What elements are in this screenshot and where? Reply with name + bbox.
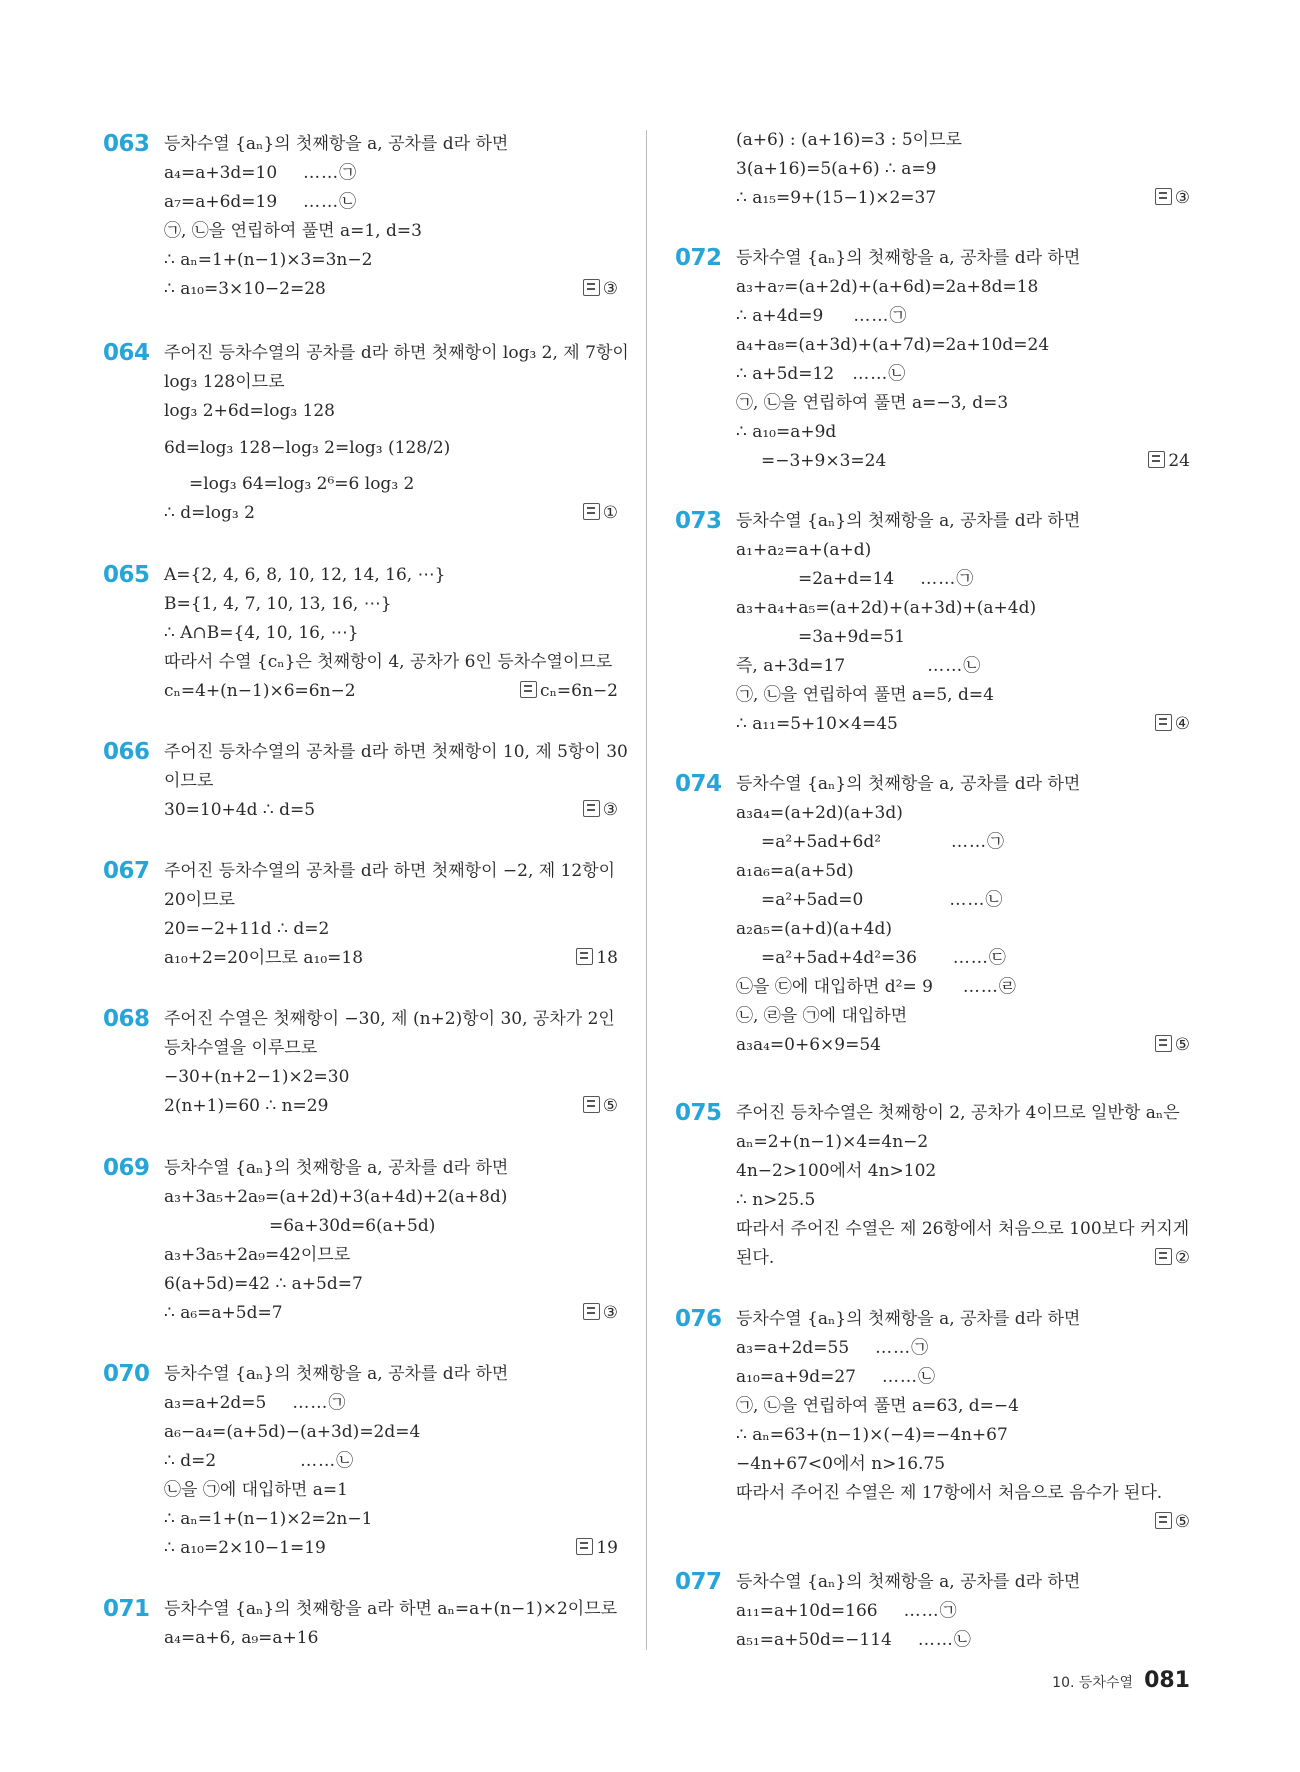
solution-line <box>164 1241 618 1270</box>
solution-line <box>736 973 1190 1002</box>
equation-marker: ……㉡ <box>852 364 907 384</box>
solution-line <box>164 1360 618 1389</box>
answer-value: 18 <box>596 948 618 968</box>
problem-number: 071 <box>103 1596 150 1622</box>
equation-marker: ……㉡ <box>300 1451 355 1471</box>
solution-line <box>736 507 1190 536</box>
equation-text: a₄=a+3d=10 <box>164 163 278 183</box>
solution-line <box>164 188 618 217</box>
equation-text: ∴ aₙ=1+(n−1)×2=2n−1 <box>164 1509 373 1529</box>
solution-line <box>164 426 618 470</box>
equation-text: ㉠, ㉡을 연립하여 풀면 a=63, d=−4 <box>736 1396 1019 1416</box>
equation-text: =log₃ 64=log₃ 2⁶=6 log₃ 2 <box>189 474 415 494</box>
solution-body <box>736 1305 1190 1537</box>
equation-text: =a²+5ad+4d²=36 <box>761 948 917 968</box>
solution-line <box>736 1421 1190 1450</box>
equation-text: a₁a₆=a(a+5d) <box>736 861 854 881</box>
solution-line <box>736 1363 1190 1392</box>
equation-text: ∴ a+5d=12 <box>736 364 835 384</box>
answer-icon <box>583 800 600 817</box>
equation-text: 이므로 <box>164 771 214 791</box>
equation-text: 6d=log₃ 128−log₃ 2=log₃ (128/2) <box>164 438 451 458</box>
solution-line <box>736 710 1190 739</box>
solution-line <box>736 1479 1190 1508</box>
solution-line <box>736 1626 1190 1655</box>
solution-line <box>736 944 1190 973</box>
equation-text: cₙ=4+(n−1)×6=6n−2 <box>164 681 356 701</box>
answer <box>520 677 618 706</box>
equation-text: ∴ d=log₃ 2 <box>164 503 255 523</box>
equation-text: ㉡을 ㉢에 대입하면 d²= 9 <box>736 977 933 997</box>
equation-text: 등차수열 {aₙ}의 첫째항을 a, 공차를 d라 하면 <box>736 511 1081 531</box>
equation-text: 따라서 수열 {cₙ}은 첫째항이 4, 공차가 6인 등차수열이므로 <box>164 652 613 672</box>
equation-marker: ……㉠ <box>875 1338 930 1358</box>
problem-number: 066 <box>103 739 150 765</box>
solution-line <box>164 1183 618 1212</box>
solution-body <box>164 857 618 973</box>
solution-line <box>736 1128 1190 1157</box>
solution-body <box>164 1360 618 1563</box>
equation-text: ∴ aₙ=1+(n−1)×3=3n−2 <box>164 250 373 270</box>
solution-line <box>164 1034 618 1063</box>
answer-value: ① <box>602 503 618 523</box>
equation-text: 주어진 등차수열은 첫째항이 2, 공차가 4이므로 일반항 aₙ은 <box>736 1103 1180 1123</box>
equation-text: a₃a₄=(a+2d)(a+3d) <box>736 803 903 823</box>
solution-line <box>164 561 618 590</box>
problem-number: 075 <box>675 1100 722 1126</box>
equation-text: 등차수열 {aₙ}의 첫째항을 a, 공차를 d라 하면 <box>736 774 1081 794</box>
equation-marker: ……㉡ <box>881 1367 936 1387</box>
equation-text: A={2, 4, 6, 8, 10, 12, 14, 16, ⋯} <box>164 565 446 585</box>
chapter-label: 10. 등차수열 <box>1052 1675 1133 1691</box>
answer-value: ② <box>1174 1248 1190 1268</box>
solution-line <box>164 796 618 825</box>
solution-line <box>164 944 618 973</box>
solution-line <box>736 302 1190 331</box>
answer-icon <box>576 1538 593 1555</box>
equation-marker: ……㉡ <box>927 656 982 676</box>
answer-icon <box>1155 714 1172 731</box>
equation-text: =3a+9d=51 <box>798 627 906 647</box>
answer <box>576 944 618 973</box>
solution-line <box>164 1299 618 1328</box>
solution-body <box>736 1099 1190 1273</box>
page-footer <box>1052 1668 1190 1693</box>
equation-text: 20=−2+11d ∴ d=2 <box>164 919 330 939</box>
solution-line <box>736 389 1190 418</box>
equation-text: a₃=a+2d=5 <box>164 1393 267 1413</box>
equation-text: 등차수열 {aₙ}의 첫째항을 a, 공차를 d라 하면 <box>736 1572 1081 1592</box>
solution-line <box>164 677 618 706</box>
solution-line <box>164 1476 618 1505</box>
problem-number: 070 <box>103 1361 150 1387</box>
equation-marker: ……㉡ <box>949 890 1004 910</box>
solution-body <box>736 126 1190 213</box>
solution-line <box>164 1063 618 1092</box>
equation-text: a₁+a₂=a+(a+d) <box>736 540 872 560</box>
solution-line <box>736 1244 1190 1273</box>
solution-line <box>164 499 618 528</box>
equation-text: log₃ 128이므로 <box>164 372 285 392</box>
equation-text: a₃=a+2d=55 <box>736 1338 850 1358</box>
equation-text: =2a+d=14 <box>798 569 895 589</box>
equation-marker: ……㉡ <box>303 192 358 212</box>
answer-value: ③ <box>1174 188 1190 208</box>
solution-line <box>736 447 1190 476</box>
equation-text: ∴ a₆=a+5d=7 <box>164 1303 283 1323</box>
answer-icon <box>583 1303 600 1320</box>
solution-line <box>736 770 1190 799</box>
answer-value: ③ <box>602 279 618 299</box>
solution-line <box>164 217 618 246</box>
solution-line <box>164 1447 618 1476</box>
problem-number: 063 <box>103 131 150 157</box>
equation-text: a₃+3a₅+2a₉=42이므로 <box>164 1245 351 1265</box>
solution-line <box>736 1392 1190 1421</box>
solution-line <box>736 536 1190 565</box>
answer-icon <box>1155 1248 1172 1265</box>
equation-text: ∴ aₙ=63+(n−1)×(−4)=−4n+67 <box>736 1425 1008 1445</box>
equation-text: 30=10+4d ∴ d=5 <box>164 800 316 820</box>
solution-line <box>736 1099 1190 1128</box>
solution-line <box>736 244 1190 273</box>
solution-line <box>736 1597 1190 1626</box>
answer-icon <box>583 503 600 520</box>
equation-text: a₃a₄=0+6×9=54 <box>736 1035 881 1055</box>
solution-line <box>736 126 1190 155</box>
problem-number: 069 <box>103 1155 150 1181</box>
column-divider <box>646 130 647 1650</box>
equation-text: a₁₀=a+9d=27 <box>736 1367 856 1387</box>
problem-number: 067 <box>103 858 150 884</box>
answer <box>583 275 618 304</box>
answer-value: ⑤ <box>1174 1512 1190 1532</box>
equation-text: a₃+a₄+a₅=(a+2d)+(a+3d)+(a+4d) <box>736 598 1037 618</box>
answer-value: 19 <box>596 1538 618 1558</box>
solution-line <box>164 1505 618 1534</box>
equation-text: 20이므로 <box>164 890 235 910</box>
equation-text: B={1, 4, 7, 10, 13, 16, ⋯} <box>164 594 392 614</box>
equation-text: 2(n+1)=60 ∴ n=29 <box>164 1096 329 1116</box>
equation-text: 등차수열 {aₙ}의 첫째항을 a, 공차를 d라 하면 <box>164 1158 509 1178</box>
solution-line <box>736 1568 1190 1597</box>
solution-line <box>736 681 1190 710</box>
equation-text: a₃+3a₅+2a₉=(a+2d)+3(a+4d)+2(a+8d) <box>164 1187 508 1207</box>
equation-marker: ……㉠ <box>951 832 1006 852</box>
solution-body <box>164 1005 618 1121</box>
solution-line <box>164 246 618 275</box>
equation-text: a₃+a₇=(a+2d)+(a+6d)=2a+8d=18 <box>736 277 1039 297</box>
solution-line <box>164 275 618 304</box>
equation-text: a₂a₅=(a+d)(a+4d) <box>736 919 893 939</box>
equation-marker: ……㉠ <box>303 163 358 183</box>
equation-text: 주어진 수열은 첫째항이 −30, 제 (n+2)항이 30, 공차가 2인 <box>164 1009 615 1029</box>
solution-line <box>736 331 1190 360</box>
solution-line <box>164 1534 618 1563</box>
solution-line <box>736 1508 1190 1537</box>
equation-text: 된다. <box>736 1248 775 1268</box>
solution-line <box>736 184 1190 213</box>
equation-text: a₁₀+2=20이므로 a₁₀=18 <box>164 948 364 968</box>
solution-line <box>164 1092 618 1121</box>
problem-number: 068 <box>103 1006 150 1032</box>
equation-text: ∴ a₁₀=3×10−2=28 <box>164 279 326 299</box>
equation-text: 주어진 등차수열의 공차를 d라 하면 첫째항이 10, 제 5항이 30 <box>164 742 628 762</box>
solution-line <box>736 1186 1190 1215</box>
answer <box>583 1299 618 1328</box>
solution-line <box>736 828 1190 857</box>
equation-text: 6(a+5d)=42 ∴ a+5d=7 <box>164 1274 363 1294</box>
answer-value: cₙ=6n−2 <box>540 681 618 701</box>
equation-text: 등차수열 {aₙ}의 첫째항을 a, 공차를 d라 하면 <box>164 134 509 154</box>
answer <box>1155 710 1190 739</box>
solution-line <box>736 915 1190 944</box>
equation-text: ∴ n>25.5 <box>736 1190 816 1210</box>
answer-value: ⑤ <box>1174 1035 1190 1055</box>
solution-line <box>736 565 1190 594</box>
answer <box>1148 447 1190 476</box>
solution-line <box>736 155 1190 184</box>
solution-line <box>164 738 628 767</box>
solution-line <box>736 1334 1190 1363</box>
solution-line <box>164 339 629 368</box>
equation-text: 따라서 주어진 수열은 제 17항에서 처음으로 음수가 된다. <box>736 1483 1163 1503</box>
equation-marker: ……㉠ <box>903 1601 958 1621</box>
problem-number: 065 <box>103 562 150 588</box>
solution-line <box>164 886 618 915</box>
equation-text: ㉠, ㉡을 연립하여 풀면 a=5, d=4 <box>736 685 994 705</box>
solution-line <box>164 1624 618 1653</box>
answer <box>576 1534 618 1563</box>
solution-line <box>164 470 618 499</box>
solution-body <box>736 1568 1190 1655</box>
solution-line <box>736 1002 1190 1031</box>
equation-text: 등차수열 {aₙ}의 첫째항을 a, 공차를 d라 하면 <box>164 1364 509 1384</box>
answer-value: ④ <box>1174 714 1190 734</box>
equation-text: 등차수열 {aₙ}의 첫째항을 a라 하면 aₙ=a+(n−1)×2이므로 <box>164 1599 618 1619</box>
equation-text: 등차수열 {aₙ}의 첫째항을 a, 공차를 d라 하면 <box>736 1309 1081 1329</box>
equation-text: ∴ a₁₀=2×10−1=19 <box>164 1538 326 1558</box>
equation-text: a₄=a+6, a₉=a+16 <box>164 1628 319 1648</box>
equation-text: aₙ=2+(n−1)×4=4n−2 <box>736 1132 929 1152</box>
problem-number: 064 <box>103 340 150 366</box>
equation-text: a₆−a₄=(a+5d)−(a+3d)=2d=4 <box>164 1422 421 1442</box>
solution-line <box>736 273 1190 302</box>
solution-body <box>164 738 628 825</box>
solution-body <box>736 507 1190 739</box>
equation-text: ㉠, ㉡을 연립하여 풀면 a=−3, d=3 <box>736 393 1009 413</box>
solution-line <box>736 799 1190 828</box>
solution-body <box>164 561 618 706</box>
answer <box>1155 1244 1190 1273</box>
solution-line <box>164 648 618 677</box>
solution-line <box>736 886 1190 915</box>
answer-icon <box>1155 1035 1172 1052</box>
equation-text: ∴ a+4d=9 <box>736 306 824 326</box>
equation-text: ㉡, ㉣을 ㉠에 대입하면 <box>736 1006 908 1026</box>
answer-icon <box>1155 188 1172 205</box>
solution-line <box>164 619 618 648</box>
equation-marker: ……㉣ <box>962 977 1017 997</box>
solution-line <box>164 1212 618 1241</box>
equation-text: 따라서 주어진 수열은 제 26항에서 처음으로 100보다 커지게 <box>736 1219 1190 1239</box>
answer-value: 24 <box>1168 451 1190 471</box>
solution-line <box>164 857 618 886</box>
answer <box>1155 184 1190 213</box>
equation-text: (a+6) : (a+16)=3 : 5이므로 <box>736 130 962 150</box>
answer-icon <box>1148 451 1165 468</box>
problem-number: 073 <box>675 508 722 534</box>
equation-text: ㉠, ㉡을 연립하여 풀면 a=1, d=3 <box>164 221 422 241</box>
solution-line <box>736 857 1190 886</box>
equation-text: a₇=a+6d=19 <box>164 192 278 212</box>
page-number: 081 <box>1144 1668 1190 1693</box>
equation-text: 등차수열 {aₙ}의 첫째항을 a, 공차를 d라 하면 <box>736 248 1081 268</box>
solution-line <box>736 1031 1190 1060</box>
solution-line <box>736 1450 1190 1479</box>
answer-icon <box>583 1096 600 1113</box>
answer-value: ③ <box>602 1303 618 1323</box>
answer-icon <box>576 948 593 965</box>
equation-text: ∴ a₁₀=a+9d <box>736 422 837 442</box>
equation-text: =a²+5ad+6d² <box>761 832 882 852</box>
solution-line <box>736 1305 1190 1334</box>
solution-line <box>164 915 618 944</box>
solution-body <box>164 130 618 304</box>
solution-line <box>736 652 1190 681</box>
answer-icon <box>520 681 537 698</box>
equation-marker: ……㉠ <box>920 569 975 589</box>
problem-number: 076 <box>675 1306 722 1332</box>
equation-text: ∴ A∩B={4, 10, 16, ⋯} <box>164 623 359 643</box>
equation-text: ∴ a₁₅=9+(15−1)×2=37 <box>736 188 937 208</box>
equation-text: 3(a+16)=5(a+6) ∴ a=9 <box>736 159 937 179</box>
solution-line <box>736 360 1190 389</box>
equation-text: =6a+30d=6(a+5d) <box>269 1216 436 1236</box>
equation-text: 주어진 등차수열의 공차를 d라 하면 첫째항이 −2, 제 12항이 <box>164 861 616 881</box>
answer <box>583 499 618 528</box>
answer-value: ③ <box>602 800 618 820</box>
solution-line <box>164 1418 618 1447</box>
equation-text: a₄+a₈=(a+3d)+(a+7d)=2a+10d=24 <box>736 335 1050 355</box>
answer <box>1155 1508 1190 1537</box>
equation-marker: ……㉠ <box>853 306 908 326</box>
solution-body <box>164 1595 618 1653</box>
solution-line <box>164 590 618 619</box>
equation-text: 등차수열을 이루므로 <box>164 1038 318 1058</box>
equation-text: −4n+67<0에서 n>16.75 <box>736 1454 946 1474</box>
problem-number: 077 <box>675 1569 722 1595</box>
problem-number: 074 <box>675 771 722 797</box>
equation-text: =a²+5ad=0 <box>761 890 864 910</box>
answer <box>583 1092 618 1121</box>
equation-text: 즉, a+3d=17 <box>736 656 846 676</box>
solution-body <box>736 244 1190 476</box>
problem-number: 072 <box>675 245 722 271</box>
solution-line <box>736 594 1190 623</box>
equation-text: log₃ 2+6d=log₃ 128 <box>164 401 335 421</box>
solution-line <box>164 130 618 159</box>
solution-line <box>164 397 618 426</box>
solution-line <box>736 623 1190 652</box>
solution-line <box>736 418 1190 447</box>
solution-line <box>736 1157 1190 1186</box>
answer-value: ⑤ <box>602 1096 618 1116</box>
answer <box>583 796 618 825</box>
equation-text: −30+(n+2−1)×2=30 <box>164 1067 350 1087</box>
answer-icon <box>583 279 600 296</box>
equation-text: a₁₁=a+10d=166 <box>736 1601 878 1621</box>
equation-marker: ……㉠ <box>292 1393 347 1413</box>
equation-text: a₅₁=a+50d=−114 <box>736 1630 892 1650</box>
solution-line <box>164 1595 618 1624</box>
equation-marker: ……㉢ <box>952 948 1007 968</box>
equation-text: ∴ a₁₁=5+10×4=45 <box>736 714 898 734</box>
equation-marker: ……㉡ <box>917 1630 972 1650</box>
equation-text: =−3+9×3=24 <box>761 451 887 471</box>
solution-line <box>164 767 618 796</box>
solution-line <box>164 1154 618 1183</box>
answer <box>1155 1031 1190 1060</box>
solution-line <box>164 1389 618 1418</box>
solution-body <box>164 339 629 528</box>
equation-text: ∴ d=2 <box>164 1451 217 1471</box>
solution-body <box>164 1154 618 1328</box>
solution-line <box>164 1270 618 1299</box>
solution-body <box>736 770 1190 1060</box>
solution-line <box>736 1215 1190 1244</box>
solution-line <box>164 159 618 188</box>
equation-text: 4n−2>100에서 4n>102 <box>736 1161 937 1181</box>
solution-line <box>164 368 618 397</box>
equation-text: ㉡을 ㉠에 대입하면 a=1 <box>164 1480 348 1500</box>
equation-text: 주어진 등차수열의 공차를 d라 하면 첫째항이 log₃ 2, 제 7항이 <box>164 343 629 363</box>
answer-icon <box>1155 1512 1172 1529</box>
solution-line <box>164 1005 618 1034</box>
